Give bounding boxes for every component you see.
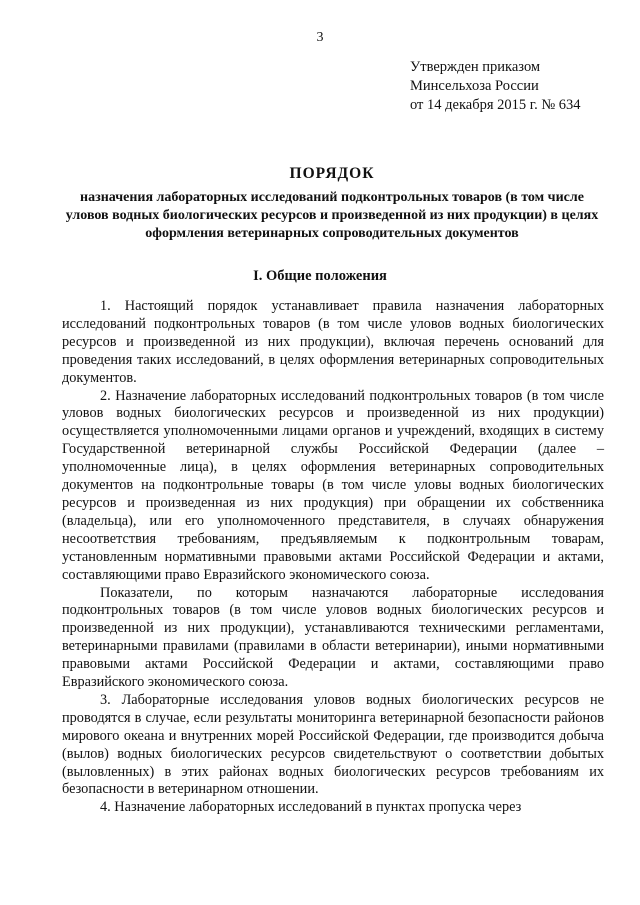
document-title: ПОРЯДОК [289,165,375,182]
document-subtitle: назначения лабораторных исследований подконтрольных товаров (в том числе уловов водных биологических ресурсов и произведенной из них продукции) в целях оформления ветеринарных сопроводительных документов [65,190,599,241]
approval-line: от 14 декабря 2015 г. № 634 [410,97,581,113]
document-body [62,298,604,817]
approval-line: Утвержден приказом [410,59,541,75]
paragraph: 2. Назначение лабораторных исследований подконтрольных товаров (в том числе уловов водных биологических ресурсов и произведенной из них продукции) осуществляется уполномоченными лицами органов и учреждений, входящих в систему Государственной ветеринарной службы Российской Федерации (далее – уполномоченные лица), в целях оформления ветеринарных сопроводительных документов на подконтрольные товары (в том числе уловы водных биологических ресурсов и произведенная из них продукция) при обращении их собственника (владельца), или его уполномоченного представителя, в случаях обнаружения несоответствия требованиям, предъявляемым к подконтрольным товарам, установленным нормативными правовыми актами Российской Федерации и актами, составляющими право Евразийского экономического союза. [62,387,604,583]
approval-line: Минсельхоза России [410,78,539,94]
approval-stamp [410,58,581,115]
document-title-block [62,165,602,243]
section-heading: I. Общие положения [253,268,387,284]
paragraph: Показатели, по которым назначаются лабораторные исследования подконтрольных товаров (в том числе уловов водных биологических ресурсов и произведенной из них продукции), устанавливаются техническими регламентами, ветеринарными правилами (правилами в области ветеринарии), иными нормативными правовыми актами Российской Федерации и актами, составляющими право Евразийского экономического союза. [62,584,604,691]
page-number: 3 [316,30,324,45]
paragraph: 4. Назначение лабораторных исследований в пунктах пропуска через [100,799,522,816]
paragraph: 1. Настоящий порядок устанавливает правила назначения лабораторных исследований подконтрольных товаров (в том числе уловов водных биологических ресурсов и произведенной из них продукции), включая перечень оснований для проведения таких исследований, в целях оформления ветеринарных сопроводительных документов. [62,298,604,386]
paragraph: 3. Лабораторные исследования уловов водных биологических ресурсов не проводятся в случае, если результаты мониторинга ветеринарной безопасности районов мирового океана и внутренних морей Российской Федерации, где производится добыча (вылов) водных биологических ресурсов свидетельствуют о соответствии добытых (выловленных) в этих районах водных биологических ресурсов требованиям их безопасности в ветеринарном отношении. [62,691,604,798]
